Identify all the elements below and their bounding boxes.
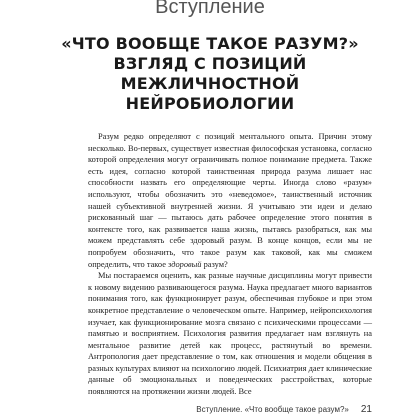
chapter-title bbox=[20, 34, 400, 114]
paragraph-text: разум? bbox=[201, 259, 228, 269]
emphasis-text: здоровый bbox=[168, 259, 202, 269]
paragraph-text: Разум редко определяют с позиций ментального опыта. Причин этому несколько. Во-первых, существует известная философская установка, согласно которой определения могут ограничивать полное понимание предмета. Также есть идея, согласно которой таинственная природа разума лишает нас способности назвать его определяющие черты. Иногда слово «разум» используют, чтобы обозначить это «неведомое», таинственный источник нашей субъективной внутренней жизни. Я учитываю эти идеи и делаю рискованный шаг — пытаюсь дать рабочее определение этого понятия в контексте того, как развивается наша жизнь, пытаясь разобраться, как мы можем представлять себе здоровый разум. В конце концов, если мы не попробуем обозначить, что такое разум как таковой, как мы сможем определить, что такое bbox=[88, 132, 372, 269]
paragraph bbox=[88, 131, 372, 270]
chapter-title-line: НЕЙРОБИОЛОГИИ bbox=[125, 94, 295, 113]
chapter-title-line: ВЗГЛЯД С ПОЗИЦИЙ bbox=[113, 54, 307, 73]
page-footer bbox=[88, 404, 372, 416]
chapter-title-line: МЕЖЛИЧНОСТНОЙ bbox=[120, 74, 300, 93]
chapter-title-line: «ЧТО ВООБЩЕ ТАКОЕ РАЗУМ?» bbox=[61, 34, 359, 53]
page-number: 21 bbox=[360, 404, 372, 415]
running-title: Вступление. «Что вообще такое разум?» bbox=[196, 405, 349, 414]
paragraph: Мы постараемся оценить, как разные научные дисциплины могут привести к новому видению развивающегося разума. Наука предлагает много вариантов понимания того, как функционирует разум, обеспечивая глубокое и при этом конкретное представление о человеческом опыте. Например, нейропсихология изучает, как функционирование мозга связано с психическими процессами — памятью и восприятием. Психология развития предлагает нам взглянуть на ментальное развитие детей как процесс, растянутый во времени. Антропология дает представление о том, как отношения и модели общения в разных культурах влияют на психологию людей. Психиатрия дает клинические данные об эмоциональных и поведенческих расстройствах, которые появляются на протяжении жизни людей. Все bbox=[88, 271, 372, 397]
body-text bbox=[88, 131, 372, 398]
section-label: Вступление bbox=[155, 0, 265, 18]
